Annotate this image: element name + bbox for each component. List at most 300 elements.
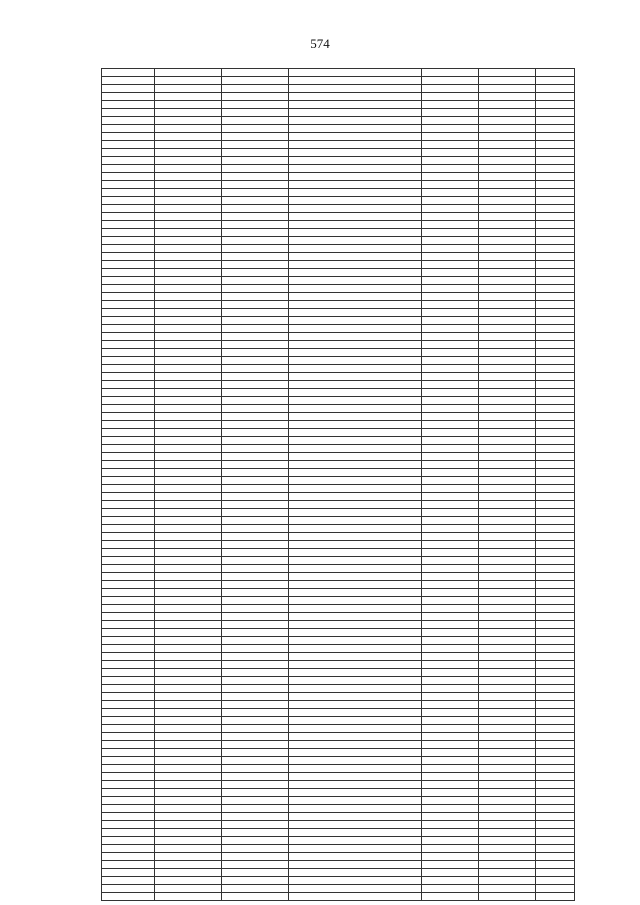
table-cell xyxy=(479,157,536,165)
table-cell xyxy=(422,501,479,509)
table-cell xyxy=(422,549,479,557)
table-cell xyxy=(479,269,536,277)
table-cell xyxy=(222,381,289,389)
table-cell xyxy=(289,469,422,477)
table-cell xyxy=(222,269,289,277)
table-row xyxy=(102,341,575,349)
table-cell xyxy=(536,221,575,229)
table-cell xyxy=(289,861,422,869)
table-cell xyxy=(102,581,155,589)
table-cell xyxy=(479,645,536,653)
table-cell xyxy=(102,349,155,357)
table-cell xyxy=(222,685,289,693)
table-cell xyxy=(222,605,289,613)
table-cell xyxy=(479,621,536,629)
table-cell xyxy=(155,301,222,309)
table-cell xyxy=(422,421,479,429)
table-cell xyxy=(479,357,536,365)
table-cell xyxy=(222,309,289,317)
table-cell xyxy=(222,629,289,637)
table-cell xyxy=(155,885,222,893)
table-cell xyxy=(289,197,422,205)
table-cell xyxy=(102,645,155,653)
table-cell xyxy=(479,501,536,509)
table-cell xyxy=(479,653,536,661)
table-cell xyxy=(102,541,155,549)
table-cell xyxy=(422,205,479,213)
table-cell xyxy=(155,493,222,501)
table-cell xyxy=(155,117,222,125)
table-cell xyxy=(155,101,222,109)
table-cell xyxy=(479,533,536,541)
table-cell xyxy=(222,565,289,573)
table-row xyxy=(102,605,575,613)
table-cell xyxy=(155,93,222,101)
table-cell xyxy=(479,733,536,741)
table-cell xyxy=(102,749,155,757)
table-cell xyxy=(422,197,479,205)
table-cell xyxy=(422,749,479,757)
table-cell xyxy=(102,797,155,805)
table-cell xyxy=(289,301,422,309)
table-cell xyxy=(289,93,422,101)
table-cell xyxy=(222,869,289,877)
table-cell xyxy=(536,493,575,501)
table-cell xyxy=(479,253,536,261)
table-cell xyxy=(289,685,422,693)
table-row xyxy=(102,85,575,93)
table-cell xyxy=(479,717,536,725)
table-row xyxy=(102,565,575,573)
table-cell xyxy=(155,437,222,445)
table-cell xyxy=(422,605,479,613)
table-cell xyxy=(422,581,479,589)
table-cell xyxy=(222,445,289,453)
table-cell xyxy=(222,349,289,357)
table-row xyxy=(102,365,575,373)
table-cell xyxy=(155,685,222,693)
table-cell xyxy=(222,141,289,149)
table-cell xyxy=(479,429,536,437)
table-cell xyxy=(479,861,536,869)
table-cell xyxy=(155,309,222,317)
table-cell xyxy=(102,509,155,517)
table-cell xyxy=(479,197,536,205)
table-cell xyxy=(536,453,575,461)
table-row xyxy=(102,205,575,213)
table-cell xyxy=(102,805,155,813)
table-cell xyxy=(222,181,289,189)
table-row xyxy=(102,781,575,789)
table-cell xyxy=(536,733,575,741)
table-cell xyxy=(289,789,422,797)
table-cell xyxy=(155,149,222,157)
table-cell xyxy=(289,85,422,93)
table-cell xyxy=(155,797,222,805)
table-cell xyxy=(479,789,536,797)
table-cell xyxy=(222,621,289,629)
table-cell xyxy=(289,517,422,525)
table-cell xyxy=(479,685,536,693)
table-cell xyxy=(289,101,422,109)
table-cell xyxy=(222,301,289,309)
table-cell xyxy=(222,597,289,605)
table-cell xyxy=(102,893,155,901)
table-cell xyxy=(102,613,155,621)
table-cell xyxy=(155,637,222,645)
table-cell xyxy=(155,869,222,877)
table-cell xyxy=(222,773,289,781)
table-cell xyxy=(479,293,536,301)
table-cell xyxy=(102,565,155,573)
table-cell xyxy=(155,165,222,173)
table-row xyxy=(102,693,575,701)
table-cell xyxy=(479,509,536,517)
table-cell xyxy=(479,437,536,445)
table-cell xyxy=(422,109,479,117)
table-row xyxy=(102,405,575,413)
table-cell xyxy=(422,381,479,389)
table-cell xyxy=(479,301,536,309)
table-cell xyxy=(422,477,479,485)
table-cell xyxy=(422,141,479,149)
table-cell xyxy=(222,861,289,869)
table-cell xyxy=(289,381,422,389)
table-row xyxy=(102,725,575,733)
table-cell xyxy=(222,85,289,93)
table-cell xyxy=(102,301,155,309)
table-cell xyxy=(289,157,422,165)
table-cell xyxy=(479,669,536,677)
table-cell xyxy=(422,805,479,813)
table-cell xyxy=(102,725,155,733)
table-cell xyxy=(289,733,422,741)
table-cell xyxy=(479,517,536,525)
table-cell xyxy=(155,341,222,349)
table-cell xyxy=(102,877,155,885)
table-cell xyxy=(536,861,575,869)
table-cell xyxy=(289,293,422,301)
table-cell xyxy=(102,885,155,893)
table-cell xyxy=(536,357,575,365)
table-cell xyxy=(155,829,222,837)
table-cell xyxy=(536,93,575,101)
table-cell xyxy=(102,309,155,317)
table-cell xyxy=(479,565,536,573)
table-cell xyxy=(536,253,575,261)
table-cell xyxy=(479,469,536,477)
table-cell xyxy=(536,789,575,797)
table-cell xyxy=(536,85,575,93)
table-cell xyxy=(536,853,575,861)
table-cell xyxy=(536,405,575,413)
table-cell xyxy=(422,869,479,877)
table-cell xyxy=(102,397,155,405)
table-cell xyxy=(222,173,289,181)
table-cell xyxy=(222,885,289,893)
table-cell xyxy=(155,245,222,253)
table-cell xyxy=(155,501,222,509)
table-cell xyxy=(422,637,479,645)
table-cell xyxy=(289,525,422,533)
table-cell xyxy=(289,373,422,381)
table-cell xyxy=(289,813,422,821)
table-cell xyxy=(102,821,155,829)
table-cell xyxy=(289,205,422,213)
table-cell xyxy=(155,813,222,821)
table-cell xyxy=(536,805,575,813)
table-cell xyxy=(222,77,289,85)
table-row xyxy=(102,677,575,685)
table-cell xyxy=(536,277,575,285)
table-cell xyxy=(422,565,479,573)
table-cell xyxy=(289,405,422,413)
table-cell xyxy=(536,685,575,693)
table-cell xyxy=(479,325,536,333)
table-cell xyxy=(155,77,222,85)
table-cell xyxy=(479,117,536,125)
table-cell xyxy=(289,645,422,653)
table-row xyxy=(102,621,575,629)
table-cell xyxy=(222,781,289,789)
table-cell xyxy=(222,549,289,557)
table-cell xyxy=(155,405,222,413)
table-cell xyxy=(222,125,289,133)
table-cell xyxy=(289,349,422,357)
table-cell xyxy=(536,421,575,429)
table-cell xyxy=(222,813,289,821)
table-cell xyxy=(479,69,536,77)
table-cell xyxy=(479,349,536,357)
table-cell xyxy=(222,69,289,77)
table-cell xyxy=(222,101,289,109)
table-cell xyxy=(479,413,536,421)
table-cell xyxy=(222,453,289,461)
table-cell xyxy=(536,877,575,885)
table-cell xyxy=(155,261,222,269)
table-cell xyxy=(289,557,422,565)
table-cell xyxy=(536,589,575,597)
table-cell xyxy=(155,133,222,141)
table-cell xyxy=(289,429,422,437)
table-cell xyxy=(422,645,479,653)
table-cell xyxy=(222,701,289,709)
table-cell xyxy=(289,533,422,541)
table-cell xyxy=(422,269,479,277)
table-cell xyxy=(289,189,422,197)
table-cell xyxy=(536,269,575,277)
table-cell xyxy=(479,829,536,837)
table-cell xyxy=(536,397,575,405)
table-cell xyxy=(422,877,479,885)
table-cell xyxy=(289,581,422,589)
table-cell xyxy=(289,437,422,445)
table-cell xyxy=(422,517,479,525)
table-cell xyxy=(289,261,422,269)
table-row xyxy=(102,285,575,293)
table-row xyxy=(102,549,575,557)
table-cell xyxy=(155,725,222,733)
table-cell xyxy=(155,365,222,373)
table-cell xyxy=(155,333,222,341)
table-cell xyxy=(155,317,222,325)
table-cell xyxy=(102,253,155,261)
table-cell xyxy=(536,445,575,453)
table-cell xyxy=(155,85,222,93)
table-row xyxy=(102,301,575,309)
table-cell xyxy=(536,557,575,565)
table-cell xyxy=(536,109,575,117)
table-row xyxy=(102,701,575,709)
table-cell xyxy=(222,133,289,141)
table-cell xyxy=(479,821,536,829)
table-cell xyxy=(222,389,289,397)
table-cell xyxy=(155,213,222,221)
table-cell xyxy=(222,285,289,293)
table-cell xyxy=(102,109,155,117)
table-row xyxy=(102,653,575,661)
table-row xyxy=(102,573,575,581)
table-row xyxy=(102,197,575,205)
table-cell xyxy=(536,501,575,509)
table-cell xyxy=(155,221,222,229)
table-cell xyxy=(289,213,422,221)
table-cell xyxy=(289,149,422,157)
table-cell xyxy=(289,845,422,853)
table-cell xyxy=(536,893,575,901)
table-cell xyxy=(102,437,155,445)
table-cell xyxy=(102,141,155,149)
table-cell xyxy=(102,789,155,797)
table-cell xyxy=(222,581,289,589)
table-cell xyxy=(102,677,155,685)
table-cell xyxy=(222,645,289,653)
table-cell xyxy=(536,149,575,157)
table-cell xyxy=(536,693,575,701)
table-cell xyxy=(155,765,222,773)
table-row xyxy=(102,877,575,885)
table-cell xyxy=(222,733,289,741)
table-cell xyxy=(289,565,422,573)
table-cell xyxy=(479,261,536,269)
table-row xyxy=(102,357,575,365)
table-cell xyxy=(289,141,422,149)
table-cell xyxy=(479,189,536,197)
table-cell xyxy=(422,389,479,397)
table-cell xyxy=(102,189,155,197)
table-cell xyxy=(155,893,222,901)
table-cell xyxy=(222,109,289,117)
table-cell xyxy=(479,637,536,645)
table-cell xyxy=(155,781,222,789)
table-cell xyxy=(102,245,155,253)
table-cell xyxy=(536,597,575,605)
table-row xyxy=(102,317,575,325)
table-cell xyxy=(536,213,575,221)
table-row xyxy=(102,373,575,381)
table-row xyxy=(102,765,575,773)
table-cell xyxy=(422,373,479,381)
table-row xyxy=(102,557,575,565)
table-row xyxy=(102,237,575,245)
table-cell xyxy=(222,725,289,733)
table-cell xyxy=(155,733,222,741)
table-cell xyxy=(422,629,479,637)
table-cell xyxy=(536,349,575,357)
table-cell xyxy=(102,853,155,861)
table-cell xyxy=(102,205,155,213)
table-cell xyxy=(422,621,479,629)
table-cell xyxy=(155,237,222,245)
table-cell xyxy=(422,69,479,77)
table-cell xyxy=(479,421,536,429)
table-cell xyxy=(102,333,155,341)
table-cell xyxy=(422,301,479,309)
table-cell xyxy=(289,277,422,285)
table-row xyxy=(102,757,575,765)
table-cell xyxy=(289,365,422,373)
table-cell xyxy=(155,461,222,469)
table-cell xyxy=(102,533,155,541)
table-cell xyxy=(422,765,479,773)
table-cell xyxy=(536,541,575,549)
table-cell xyxy=(102,597,155,605)
table-cell xyxy=(102,77,155,85)
table-cell xyxy=(155,381,222,389)
table-row xyxy=(102,221,575,229)
table-cell xyxy=(222,853,289,861)
table-cell xyxy=(422,813,479,821)
table-cell xyxy=(155,285,222,293)
table-cell xyxy=(536,373,575,381)
table-cell xyxy=(289,309,422,317)
table-cell xyxy=(102,125,155,133)
table-cell xyxy=(155,837,222,845)
table-cell xyxy=(155,197,222,205)
table-cell xyxy=(479,173,536,181)
table-row xyxy=(102,461,575,469)
table-cell xyxy=(422,85,479,93)
table-row xyxy=(102,349,575,357)
table-cell xyxy=(222,637,289,645)
table-cell xyxy=(479,725,536,733)
table-cell xyxy=(536,325,575,333)
table-row xyxy=(102,805,575,813)
table-cell xyxy=(102,197,155,205)
table-cell xyxy=(155,525,222,533)
table-cell xyxy=(289,773,422,781)
table-cell xyxy=(536,293,575,301)
table-cell xyxy=(289,397,422,405)
table-cell xyxy=(289,253,422,261)
table-cell xyxy=(422,349,479,357)
table-cell xyxy=(479,149,536,157)
table-cell xyxy=(155,757,222,765)
table-cell xyxy=(222,669,289,677)
table-cell xyxy=(422,829,479,837)
table-cell xyxy=(289,421,422,429)
table-row xyxy=(102,93,575,101)
table-cell xyxy=(422,333,479,341)
table-cell xyxy=(289,765,422,773)
table-cell xyxy=(422,397,479,405)
table-cell xyxy=(479,141,536,149)
table-cell xyxy=(422,597,479,605)
table-cell xyxy=(289,285,422,293)
table-cell xyxy=(422,845,479,853)
table-cell xyxy=(536,309,575,317)
table-cell xyxy=(536,773,575,781)
